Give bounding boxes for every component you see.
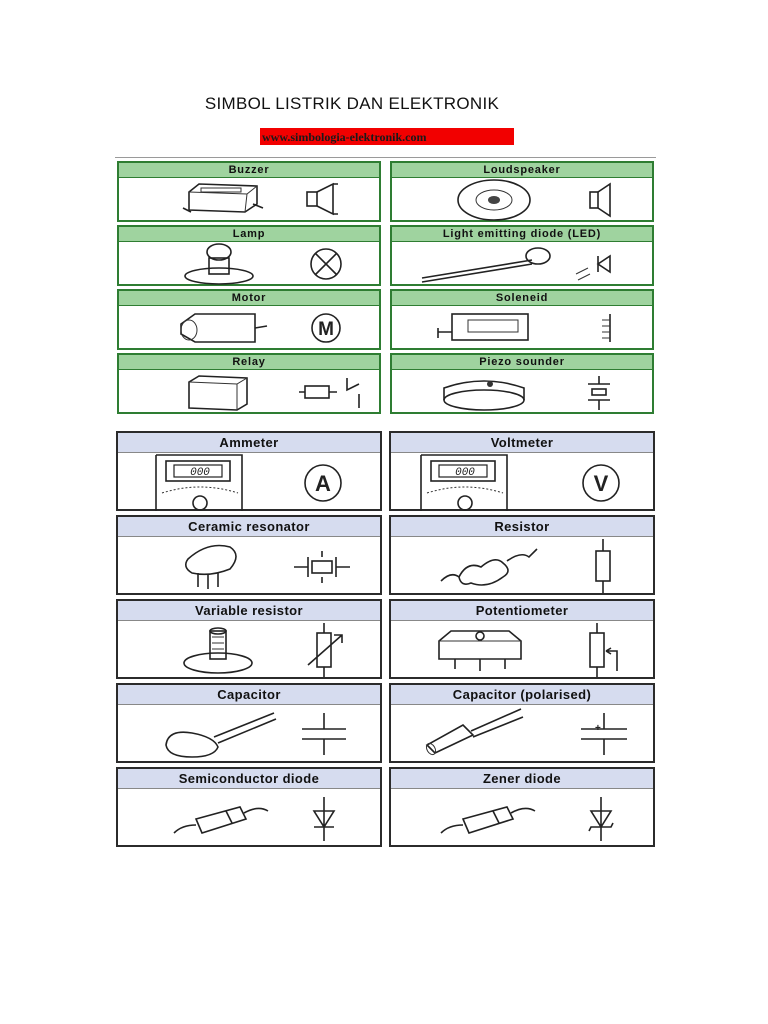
symbol-table-2 [115,431,656,848]
loudspeaker-symbol-icon [590,184,610,216]
ceramic-resonator-icon [118,537,382,595]
variable-resistor-icon [118,621,382,679]
capacitor-polarised-icon [391,705,655,763]
lamp-icon [119,242,381,286]
piezo-icon [392,370,654,414]
card-piezo-sounder [390,353,654,414]
card-title: Resistor [391,517,653,537]
card-potentiometer [389,599,655,679]
variable-resistor-symbol-icon [308,623,342,677]
card-voltmeter [389,431,655,511]
url-banner [260,128,514,145]
polarity-plus-sign: + [595,723,601,734]
card-zener-diode [389,767,655,847]
led-symbol-icon [576,256,610,280]
led-icon [392,242,654,286]
resistor-icon [391,537,655,595]
card-title: Ammeter [118,433,380,453]
piezo-component-icon [444,381,524,410]
variable-resistor-component-icon [184,628,252,673]
card-title: Variable resistor [118,601,380,621]
card-title: Buzzer [119,163,379,178]
buzzer-symbol-icon [307,184,338,214]
card-capacitor-polarised [389,683,655,763]
card-led [390,225,654,286]
zener-diode-icon [391,789,655,847]
buzzer-icon [119,178,381,222]
semiconductor-diode-icon [118,789,382,847]
lamp-component-icon [185,244,253,284]
solenoid-component-icon [438,314,528,340]
card-motor [117,289,381,350]
resistor-symbol-icon [596,539,610,593]
capacitor-component-icon [166,713,276,757]
card-title: Motor [119,291,379,306]
relay-icon [119,370,381,414]
card-title: Voltmeter [391,433,653,453]
capacitor-polarised-symbol-icon [581,713,627,755]
card-title: Ceramic resonator [118,517,380,537]
card-relay [117,353,381,414]
motor-symbol-icon [312,314,340,342]
voltmeter-symbol-icon [583,465,619,501]
capacitor-polarised-component-icon [425,709,523,756]
piezo-symbol-icon [588,376,610,410]
zener-symbol-icon [589,797,613,841]
multimeter-icon [421,455,507,511]
card-ceramic-resonator [116,515,382,595]
card-lamp [117,225,381,286]
diode-component-icon [174,807,268,833]
motor-component-icon [181,314,267,342]
ammeter-symbol-letter: A [315,471,331,496]
card-title: Light emitting diode (LED) [392,227,652,242]
diode-symbol-icon [314,797,334,841]
resistor-component-icon [441,549,537,585]
capacitor-symbol-icon [302,713,346,755]
svg-text:000: 000 [190,467,210,479]
card-title: Piezo sounder [392,355,652,370]
card-solenoid [390,289,654,350]
card-variable-resistor [116,599,382,679]
card-title: Capacitor (polarised) [391,685,653,705]
solenoid-icon [392,306,654,350]
motor-icon [119,306,381,350]
ammeter-symbol-icon [305,465,341,501]
svg-text:000: 000 [455,467,475,479]
card-title: Soleneid [392,291,652,306]
ammeter-icon [118,453,382,511]
relay-component-icon [189,376,247,410]
symbol-table-1 [115,157,656,416]
voltmeter-symbol-letter: V [593,471,609,496]
potentiometer-icon [391,621,655,679]
lamp-symbol-icon [311,249,341,279]
relay-symbol-icon [299,378,359,408]
card-title: Capacitor [118,685,380,705]
led-component-icon [422,248,550,282]
loudspeaker-icon [392,178,654,222]
url-link[interactable]: www.simbologia-elektronik.com [262,130,427,144]
potentiometer-component-icon [439,631,521,671]
potentiometer-symbol-icon [590,623,617,677]
card-title: Semiconductor diode [118,769,380,789]
ceramic-resonator-component-icon [186,546,236,590]
buzzer-component-icon [183,184,263,212]
card-title: Lamp [119,227,379,242]
capacitor-icon [118,705,382,763]
card-semiconductor-diode [116,767,382,847]
card-ammeter [116,431,382,511]
solenoid-symbol-icon [602,314,610,342]
card-title: Potentiometer [391,601,653,621]
motor-symbol-letter: M [318,319,334,340]
card-title: Zener diode [391,769,653,789]
zener-component-icon [441,807,535,833]
ceramic-resonator-symbol-icon [294,551,350,583]
page-title: SIMBOL LISTRIK DAN ELEKTRONIK [204,94,500,113]
card-resistor [389,515,655,595]
voltmeter-icon [391,453,655,511]
card-title: Relay [119,355,379,370]
card-loudspeaker [390,161,654,222]
card-capacitor [116,683,382,763]
card-title: Loudspeaker [392,163,652,178]
card-buzzer [117,161,381,222]
multimeter-icon [156,455,242,511]
loudspeaker-component-icon [458,180,530,220]
